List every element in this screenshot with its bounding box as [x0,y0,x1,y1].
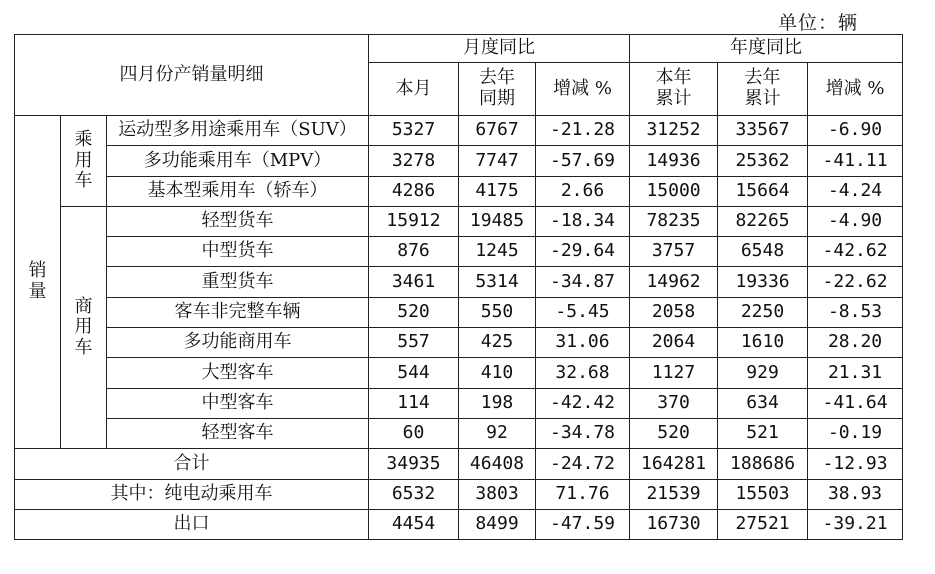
table-row [15,388,903,418]
yearly-group-header: 年度同比 [630,35,903,63]
cell-change-yearly: -0.19 [808,418,903,448]
summary-row-label: 其中：纯电动乘用车 [15,479,369,509]
cell-last-year-same: 92 [459,418,536,448]
table-row [15,206,903,236]
cell-ytd-last-year: 33567 [718,116,808,146]
cell-ytd-last-year: 1610 [718,328,808,358]
table-row [15,297,903,327]
cell-ytd-this-year: 21539 [630,479,718,509]
cell-last-year-same: 425 [459,328,536,358]
cell-ytd-this-year: 78235 [630,206,718,236]
cell-change-yearly: 28.20 [808,328,903,358]
cell-change-monthly: -29.64 [536,237,630,267]
table-row [15,176,903,206]
cell-last-year-same: 198 [459,388,536,418]
cell-this-month: 60 [369,418,459,448]
cell-change-yearly: 21.31 [808,358,903,388]
col-change-pct-monthly: 增减 % [536,63,630,116]
cell-change-monthly: -21.28 [536,116,630,146]
cell-change-monthly: -24.72 [536,449,630,479]
cell-this-month: 557 [369,328,459,358]
cell-ytd-this-year: 164281 [630,449,718,479]
summary-row [15,479,903,509]
cell-change-monthly: 31.06 [536,328,630,358]
cell-ytd-this-year: 14962 [630,267,718,297]
cell-ytd-this-year: 1127 [630,358,718,388]
row-label: 基本型乘用车（轿车） [107,176,369,206]
cell-ytd-this-year: 15000 [630,176,718,206]
cell-this-month: 4286 [369,176,459,206]
cell-this-month: 6532 [369,479,459,509]
cell-ytd-this-year: 2058 [630,297,718,327]
table-title: 四月份产销量明细 [15,35,369,116]
table-row [15,328,903,358]
cell-change-yearly: -4.24 [808,176,903,206]
table-row [15,237,903,267]
summary-row-label: 出口 [15,509,369,539]
col-ytd-last-year: 去年 累计 [718,63,808,116]
cell-ytd-last-year: 634 [718,388,808,418]
cell-last-year-same: 1245 [459,237,536,267]
cell-ytd-last-year: 82265 [718,206,808,236]
col-this-month: 本月 [369,63,459,116]
cell-change-yearly: -41.11 [808,146,903,176]
cell-change-yearly: -42.62 [808,237,903,267]
monthly-group-header: 月度同比 [369,35,630,63]
row-label: 多功能商用车 [107,328,369,358]
row-label: 大型客车 [107,358,369,388]
cell-change-monthly: -5.45 [536,297,630,327]
cell-change-monthly: 71.76 [536,479,630,509]
cell-change-monthly: -47.59 [536,509,630,539]
cell-ytd-last-year: 521 [718,418,808,448]
row-label: 轻型货车 [107,206,369,236]
table-row [15,146,903,176]
summary-row [15,509,903,539]
cell-last-year-same: 4175 [459,176,536,206]
cell-change-yearly: -4.90 [808,206,903,236]
cell-ytd-last-year: 25362 [718,146,808,176]
cell-this-month: 15912 [369,206,459,236]
passenger-car-side-label: 乘 用 车 [61,116,107,207]
sales-detail-table [14,34,903,540]
row-label: 中型货车 [107,237,369,267]
cell-ytd-last-year: 929 [718,358,808,388]
cell-change-monthly: -18.34 [536,206,630,236]
cell-ytd-this-year: 16730 [630,509,718,539]
commercial-vehicle-side-label: 商 用 车 [61,206,107,448]
cell-this-month: 3461 [369,267,459,297]
cell-last-year-same: 410 [459,358,536,388]
col-ytd-this-year: 本年 累计 [630,63,718,116]
cell-change-yearly: -41.64 [808,388,903,418]
table-row [15,116,903,146]
table-row [15,358,903,388]
cell-this-month: 114 [369,388,459,418]
cell-change-yearly: -6.90 [808,116,903,146]
cell-ytd-last-year: 15664 [718,176,808,206]
cell-change-monthly: -42.42 [536,388,630,418]
row-label: 运动型多用途乘用车（SUV） [107,116,369,146]
row-label: 中型客车 [107,388,369,418]
cell-change-yearly: -39.21 [808,509,903,539]
cell-change-monthly: -57.69 [536,146,630,176]
cell-last-year-same: 5314 [459,267,536,297]
cell-last-year-same: 3803 [459,479,536,509]
summary-row [15,449,903,479]
cell-last-year-same: 6767 [459,116,536,146]
cell-this-month: 876 [369,237,459,267]
cell-last-year-same: 46408 [459,449,536,479]
summary-row-label: 合计 [15,449,369,479]
cell-this-month: 34935 [369,449,459,479]
cell-change-yearly: -22.62 [808,267,903,297]
cell-ytd-last-year: 2250 [718,297,808,327]
cell-ytd-this-year: 370 [630,388,718,418]
cell-last-year-same: 19485 [459,206,536,236]
col-last-year-same-period: 去年 同期 [459,63,536,116]
row-label: 重型货车 [107,267,369,297]
row-label: 多功能乘用车（MPV） [107,146,369,176]
cell-ytd-this-year: 520 [630,418,718,448]
cell-change-yearly: -8.53 [808,297,903,327]
cell-change-monthly: -34.87 [536,267,630,297]
unit-label: 单位：辆 [778,12,859,34]
cell-change-monthly: 32.68 [536,358,630,388]
cell-ytd-last-year: 19336 [718,267,808,297]
cell-change-yearly: 38.93 [808,479,903,509]
sales-side-label: 销 量 [15,116,61,449]
cell-this-month: 5327 [369,116,459,146]
cell-change-monthly: 2.66 [536,176,630,206]
cell-this-month: 520 [369,297,459,327]
cell-ytd-last-year: 188686 [718,449,808,479]
table-row [15,418,903,448]
col-change-pct-yearly: 增减 % [808,63,903,116]
cell-change-monthly: -34.78 [536,418,630,448]
cell-ytd-last-year: 15503 [718,479,808,509]
cell-ytd-this-year: 31252 [630,116,718,146]
cell-ytd-last-year: 6548 [718,237,808,267]
cell-last-year-same: 550 [459,297,536,327]
cell-ytd-this-year: 3757 [630,237,718,267]
cell-this-month: 4454 [369,509,459,539]
cell-this-month: 544 [369,358,459,388]
cell-ytd-this-year: 2064 [630,328,718,358]
cell-last-year-same: 8499 [459,509,536,539]
cell-ytd-this-year: 14936 [630,146,718,176]
header-row-top [15,35,903,63]
row-label: 客车非完整车辆 [107,297,369,327]
row-label: 轻型客车 [107,418,369,448]
cell-this-month: 3278 [369,146,459,176]
table-row [15,267,903,297]
cell-ytd-last-year: 27521 [718,509,808,539]
cell-last-year-same: 7747 [459,146,536,176]
cell-change-yearly: -12.93 [808,449,903,479]
